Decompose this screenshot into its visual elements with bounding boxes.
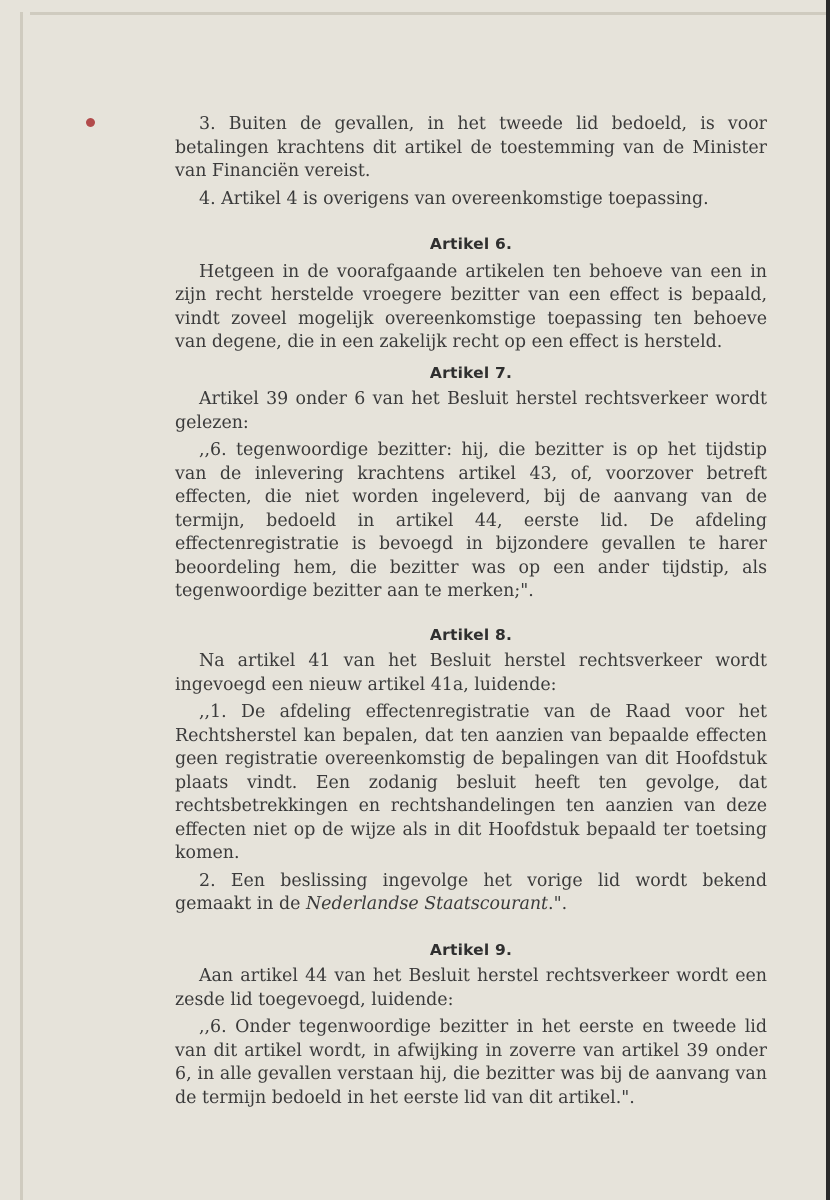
right-edge-shadow: [826, 0, 830, 1200]
red-dot-mark: [86, 118, 95, 127]
artikel-7-quote: ,,6. tegenwoordige bezitter: hij, die bezitter is op het tijdstip van de inlevering krachtens artikel 43, of, voorzover betreft effecten, die niet worden ingeleverd, bij de aanvang van de termijn, bedoeld in artikel 44, eerste lid. De afdeling effectenregistratie is bevoegd in bijzondere gevallen te harer beoordeling hem, die bezitter was op een ander tijdstip, als tegenwoordige bezitter aan te merken;".: [175, 440, 767, 601]
top-border-rule: [30, 12, 830, 15]
artikel-9-quote: ,,6. Onder tegenwoordige bezitter in het eerste en tweede lid van dit artikel wordt, in afwijking in zoverre van artikel 39 onder 6, in alle gevallen verstaan hij, die bezitter was bij de aanvang van de termijn bedoeld in het eerste lid van dit artikel.".: [175, 1017, 767, 1108]
artikel-6-text: Hetgeen in de voorafgaande artikelen ten behoeve van een in zijn recht herstelde vroegere bezitter van een effect is bepaald, vindt zoveel mogelijk overeenkomstige toepassing ten behoeve van degene, die in een zakelijk recht op een effect is hersteld.: [175, 261, 767, 352]
artikel-8-lid-2-end: .".: [548, 894, 568, 914]
paragraph-lid-3: 3. Buiten de gevallen, in het tweede lid bedoeld, is voor betalingen krachtens dit artikel de toestemming van de Minister van Financiën vereist.: [175, 114, 767, 181]
artikel-8-lid-2: [175, 870, 767, 917]
paragraph-lid-4: 4. Artikel 4 is overigens van overeenkomstige toepassing.: [199, 188, 709, 209]
artikel-7-intro: Artikel 39 onder 6 van het Besluit herstel rechtsverkeer wordt gelezen:: [175, 389, 767, 433]
heading-artikel-9: Artikel 9.: [429, 940, 513, 959]
heading-artikel-8: Artikel 8.: [429, 625, 513, 644]
heading-artikel-7: Artikel 7.: [429, 363, 513, 382]
artikel-8-lid-1: ,,1. De afdeling effectenregistratie van de Raad voor het Rechtsherstel kan bepalen, dat ten aanzien van bepaalde effecten geen registratie overeenkomstig de bepalingen van dit Hoofdstuk plaats vindt. Een zodanig besluit heeft ten gevolge, dat rechtsbetrekkingen en rechtshandelingen ten aanzien van deze effecten niet op de wijze als in dit Hoofdstuk bepaald ter toetsing komen.: [175, 702, 767, 863]
artikel-9-intro: Aan artikel 44 van het Besluit herstel rechtsverkeer wordt een zesde lid toegevoegd, luidende:: [175, 966, 767, 1010]
document-text: [175, 113, 767, 1114]
left-border-rule: [20, 12, 23, 1200]
artikel-8-lid-2-text: 2. Een beslissing ingevolge het vorige lid wordt bekend gemaakt in de: [175, 870, 767, 914]
artikel-8-intro: Na artikel 41 van het Besluit herstel rechtsverkeer wordt ingevoegd een nieuw artikel 41a, luidende:: [175, 651, 767, 695]
staatscourant-italic: Nederlandse Staatscourant: [305, 894, 549, 914]
heading-artikel-6: Artikel 6.: [429, 235, 513, 253]
